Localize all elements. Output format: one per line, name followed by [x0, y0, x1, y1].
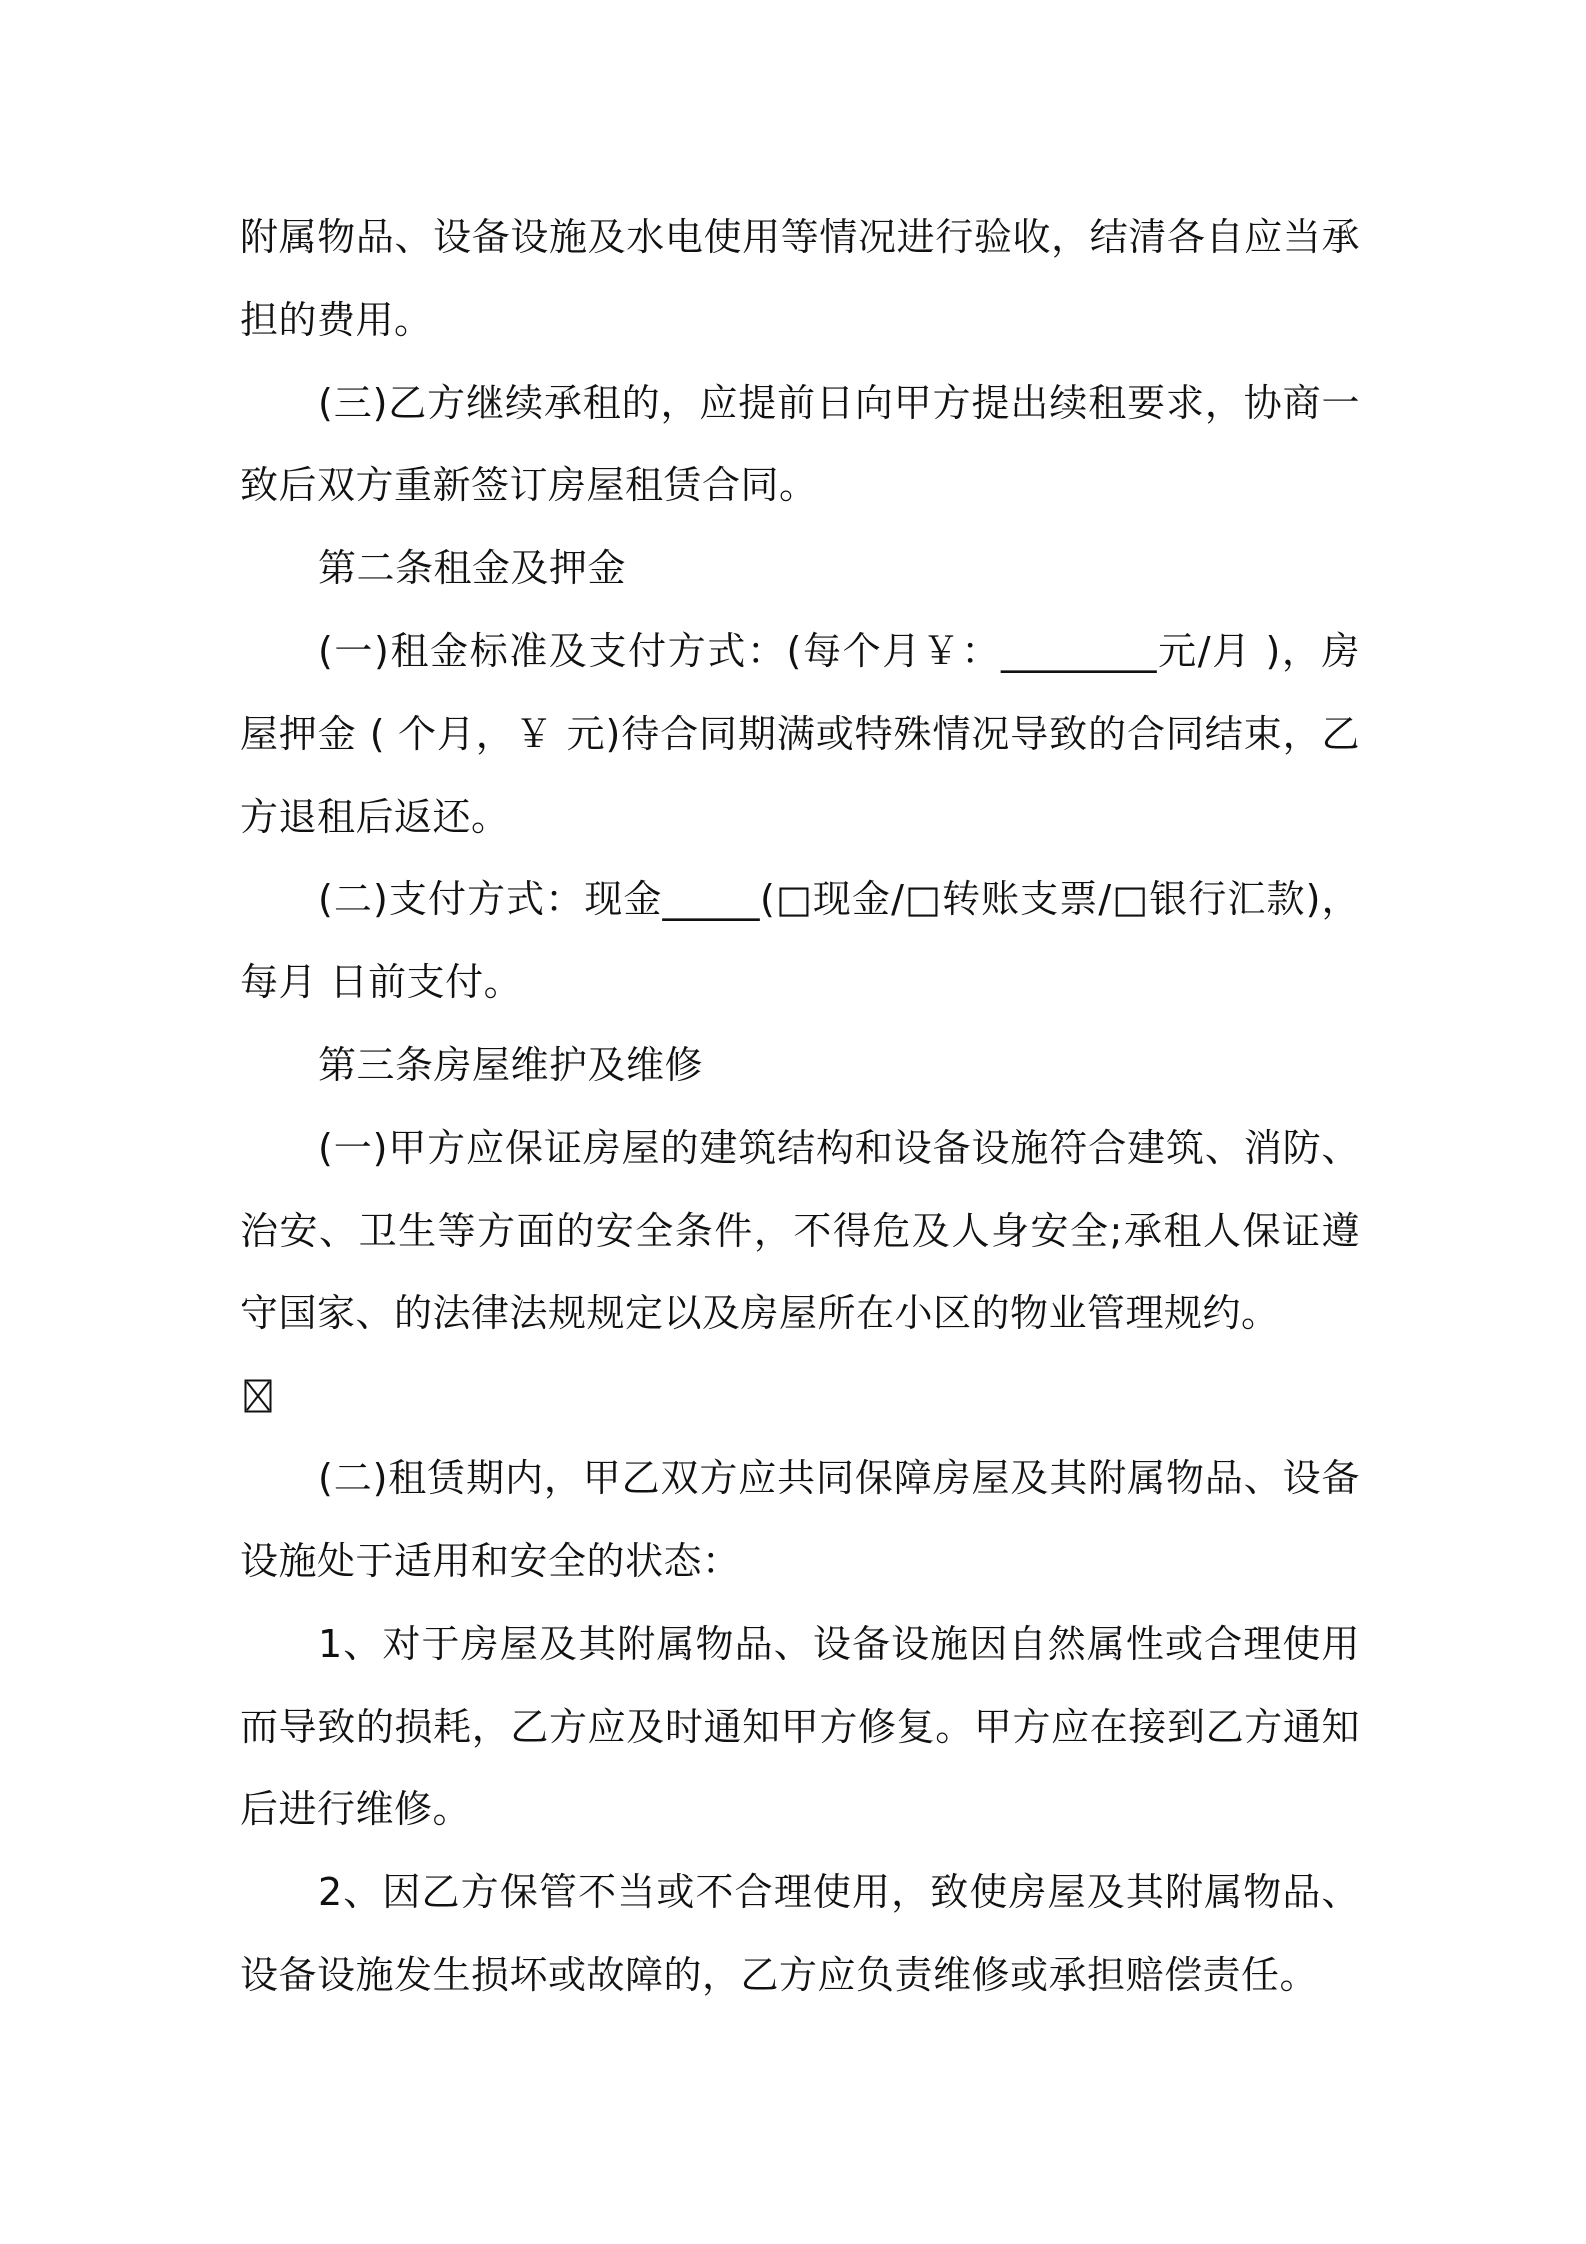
lease-period-paragraph: (二)租赁期内，甲乙双方应共同保障房屋及其附属物品、设备设施处于适用和安全的状态：	[240, 1456, 1360, 1583]
article-3-heading: 第三条房屋维护及维修	[318, 1042, 704, 1087]
broken-image-icon	[244, 1379, 272, 1413]
paragraph-renewal: (三)乙方继续承租的，应提前日向甲方提出续租要求，协商一致后双方重新签订房屋租赁合同。	[240, 380, 1360, 508]
document-body	[240, 196, 1360, 2017]
paragraph-continuation: 附属物品、设备设施及水电使用等情况进行验收，结清各自应当承担的费用。	[240, 215, 1360, 342]
improper-use-paragraph: 2、因乙方保管不当或不合理使用，致使房屋及其附属物品、设备设施发生损坏或故障的，乙方应负责维修或承担赔偿责任。	[240, 1870, 1360, 1997]
article-2-heading: 第二条租金及押金	[318, 546, 627, 591]
rent-standard-paragraph: (一)租金标准及支付方式：(每个月￥：________元/月 )，房屋押金 ( 个月，￥ 元)待合同期满或特殊情况导致的合同结束，乙方退租后返还。	[240, 628, 1360, 839]
natural-wear-paragraph: 1、对于房屋及其附属物品、设备设施因自然属性或合理使用而导致的损耗，乙方应及时通知甲方修复。甲方应在接到乙方通知后进行维修。	[240, 1621, 1360, 1832]
maintenance-obligation-paragraph: (一)甲方应保证房屋的建筑结构和设备设施符合建筑、消防、治安、卫生等方面的安全条件，不得危及人身安全;承租人保证遵守国家、的法律法规规定以及房屋所在小区的物业管理规约。	[240, 1125, 1360, 1336]
payment-method-paragraph: (二)支付方式：现金_____(□现金/□转账支票/□银行汇款)，每月 日前支付。	[240, 877, 1360, 1005]
